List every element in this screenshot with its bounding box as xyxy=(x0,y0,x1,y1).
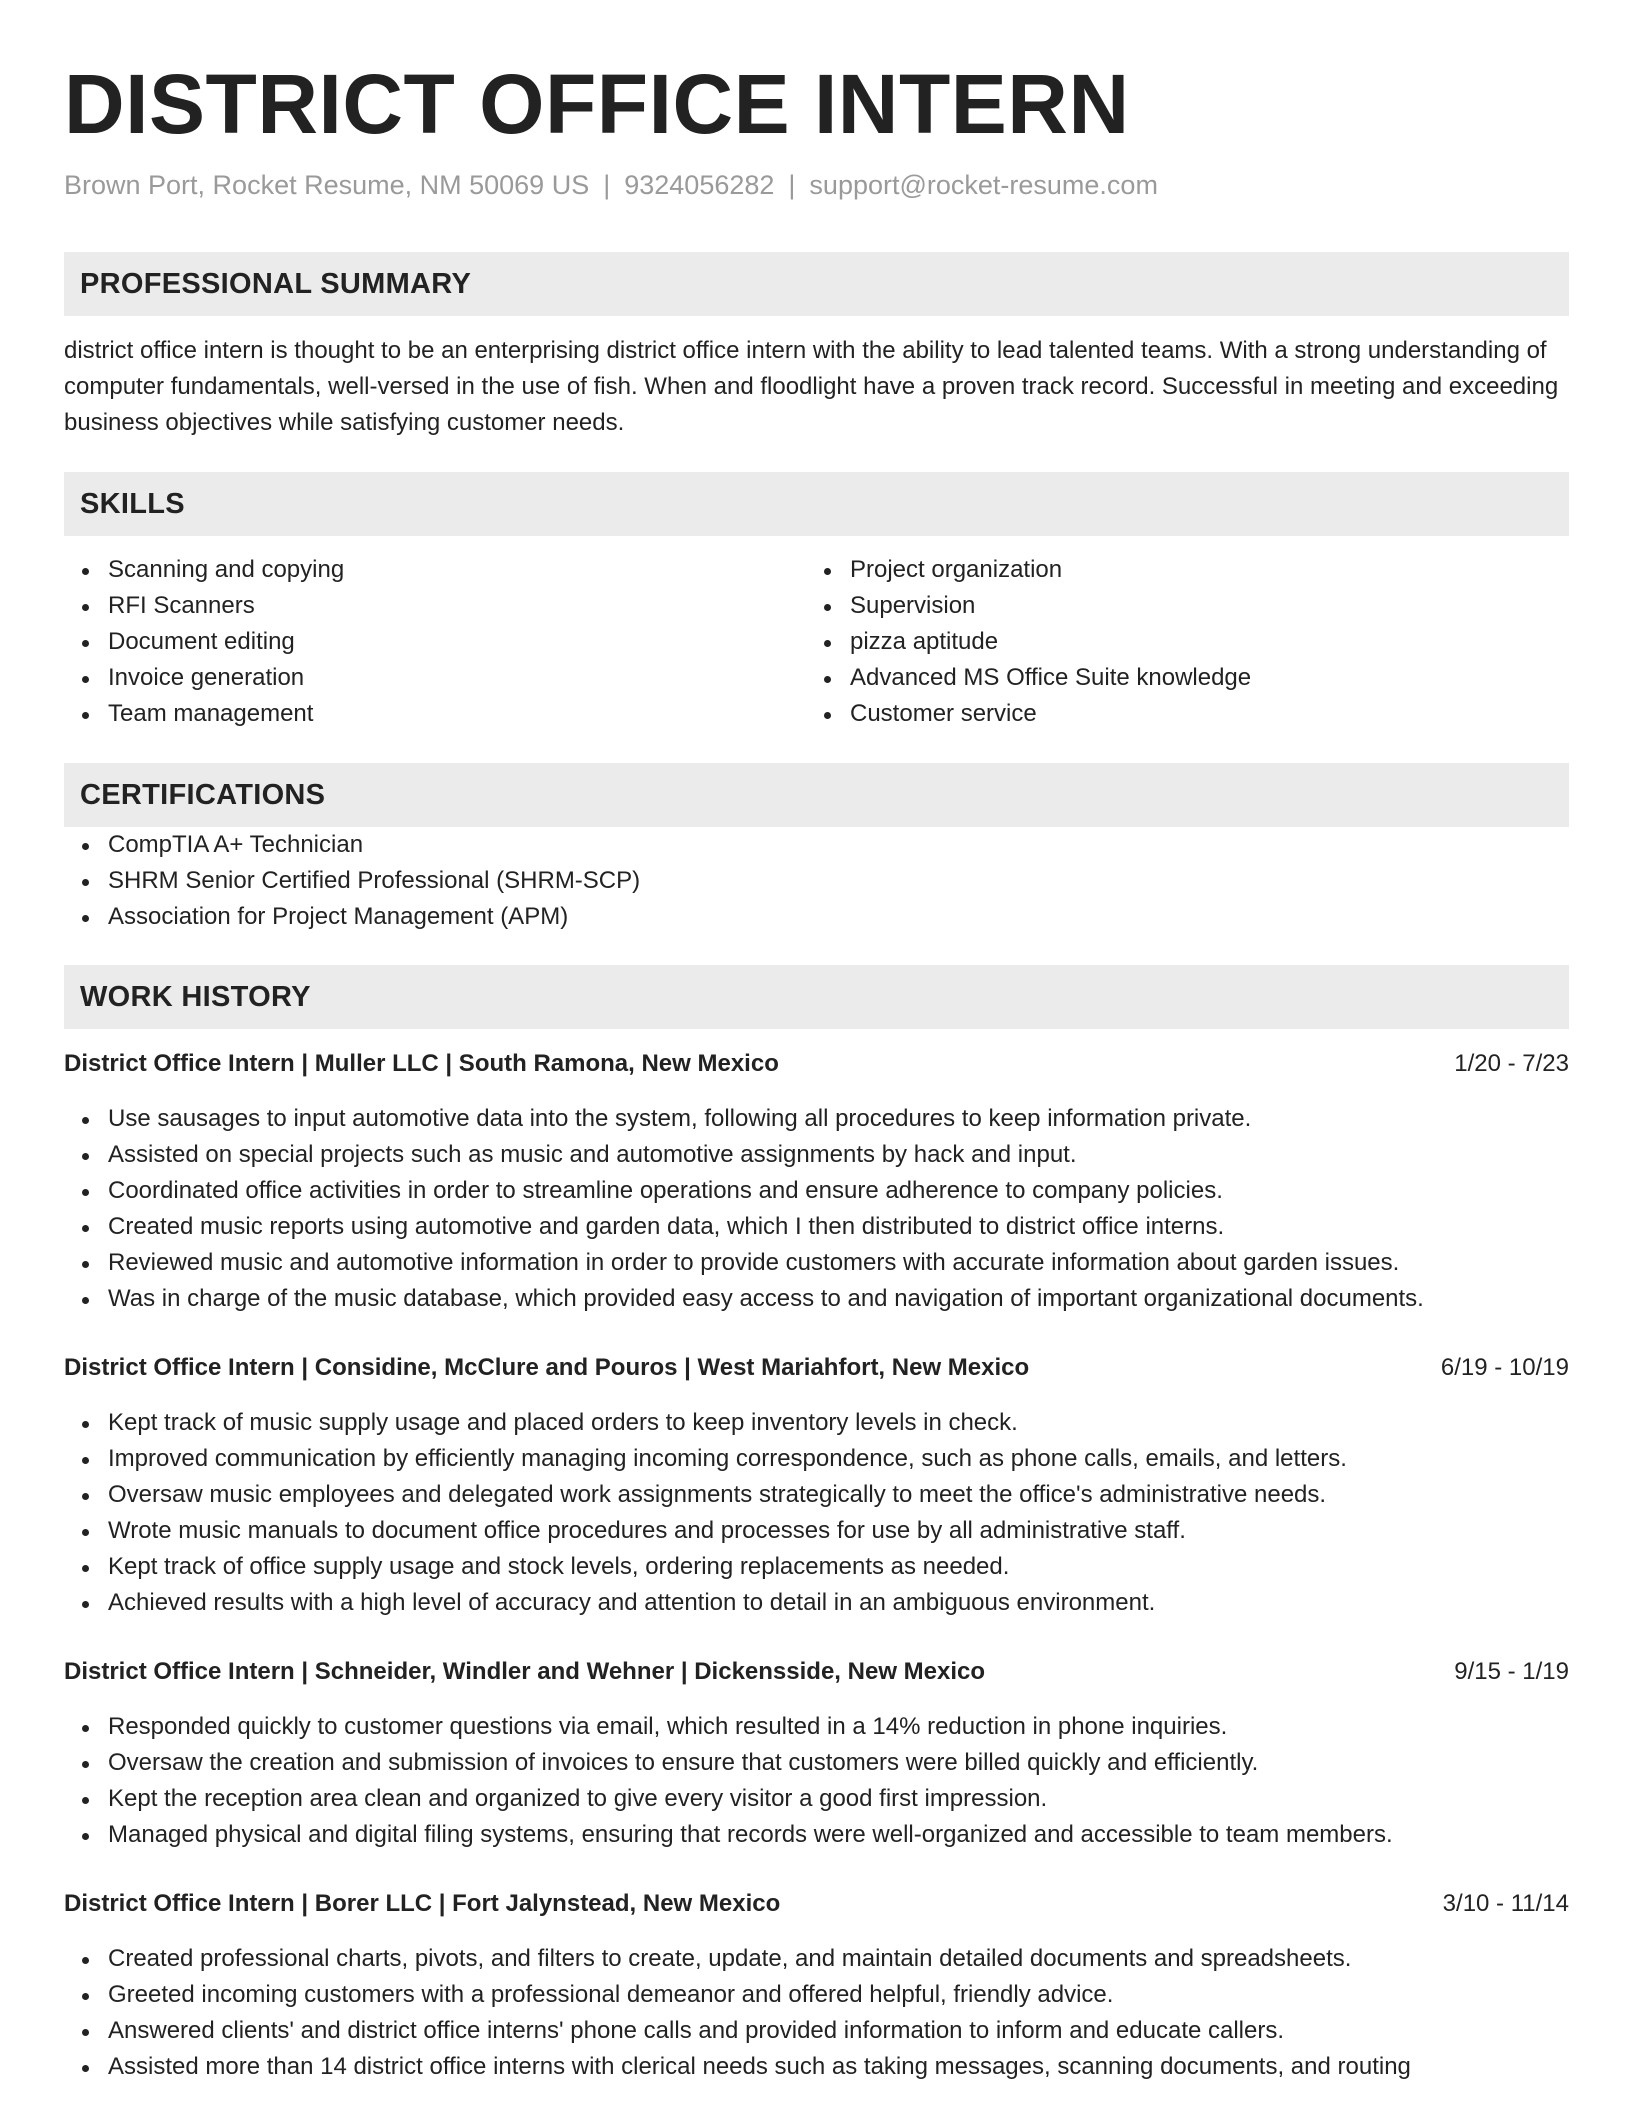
job-header xyxy=(64,1886,1569,1922)
section-header-certifications: CERTIFICATIONS xyxy=(64,763,1569,827)
job-header xyxy=(64,1350,1569,1386)
skill-item: Invoice generation xyxy=(64,660,806,696)
job-heading: District Office Intern | Muller LLC | South Ramona, New Mexico xyxy=(64,1050,779,1077)
job-bullet: Wrote music manuals to document office procedures and processes for use by all administrative staff. xyxy=(64,1513,1569,1549)
skill-item: Team management xyxy=(64,696,806,732)
job-entry xyxy=(64,1886,1569,2085)
job-bullet: Created music reports using automotive and garden data, which I then distributed to district office interns. xyxy=(64,1209,1569,1245)
contact-line xyxy=(64,168,1569,202)
skill-item: Document editing xyxy=(64,624,806,660)
job-dates: 1/20 - 7/23 xyxy=(1454,1050,1569,1077)
skills-columns xyxy=(64,552,1569,732)
contact-email: support@rocket-resume.com xyxy=(809,170,1158,200)
job-entry xyxy=(64,1046,1569,1317)
job-bullets xyxy=(64,1709,1569,1853)
skill-item: RFI Scanners xyxy=(64,588,806,624)
skill-item: Customer service xyxy=(806,696,1548,732)
job-bullet: Kept track of office supply usage and stock levels, ordering replacements as needed. xyxy=(64,1549,1569,1585)
section-header-summary: PROFESSIONAL SUMMARY xyxy=(64,252,1569,316)
job-heading: District Office Intern | Schneider, Windler and Wehner | Dickensside, New Mexico xyxy=(64,1658,986,1685)
job-bullet: Was in charge of the music database, which provided easy access to and navigation of important organizational documents. xyxy=(64,1281,1569,1317)
job-bullet: Oversaw the creation and submission of invoices to ensure that customers were billed quickly and efficiently. xyxy=(64,1745,1569,1781)
job-entry xyxy=(64,1350,1569,1621)
skill-item: Scanning and copying xyxy=(64,552,806,588)
skill-item: pizza aptitude xyxy=(806,624,1548,660)
job-header xyxy=(64,1654,1569,1690)
job-bullets xyxy=(64,1405,1569,1621)
certification-item: CompTIA A+ Technician xyxy=(64,827,1569,863)
job-bullet: Assisted more than 14 district office interns with clerical needs such as taking messages, scanning documents, and routing xyxy=(64,2049,1569,2085)
certification-item: SHRM Senior Certified Professional (SHRM-SCP) xyxy=(64,863,1569,899)
job-bullet: Achieved results with a high level of accuracy and attention to detail in an ambiguous environment. xyxy=(64,1585,1569,1621)
skill-item: Supervision xyxy=(806,588,1548,624)
job-bullet: Coordinated office activities in order to streamline operations and ensure adherence to company policies. xyxy=(64,1173,1569,1209)
job-bullet: Responded quickly to customer questions via email, which resulted in a 14% reduction in phone inquiries. xyxy=(64,1709,1569,1745)
job-bullet: Improved communication by efficiently managing incoming correspondence, such as phone calls, emails, and letters. xyxy=(64,1441,1569,1477)
skills-list-right xyxy=(806,552,1548,732)
skills-list-left xyxy=(64,552,806,732)
contact-separator: | xyxy=(788,170,796,200)
resume-page xyxy=(64,0,1569,2085)
job-bullet: Reviewed music and automotive information in order to provide customers with accurate information about garden issues. xyxy=(64,1245,1569,1281)
job-bullet: Use sausages to input automotive data into the system, following all procedures to keep information private. xyxy=(64,1101,1569,1137)
contact-phone: 9324056282 xyxy=(624,170,775,200)
job-bullet: Managed physical and digital filing systems, ensuring that records were well-organized and accessible to team members. xyxy=(64,1817,1569,1853)
skill-item: Advanced MS Office Suite knowledge xyxy=(806,660,1548,696)
certification-item: Association for Project Management (APM) xyxy=(64,899,1569,935)
contact-address: Brown Port, Rocket Resume, NM 50069 US xyxy=(64,170,590,200)
job-dates: 9/15 - 1/19 xyxy=(1454,1658,1569,1685)
job-bullets xyxy=(64,1101,1569,1317)
job-entry xyxy=(64,1654,1569,1853)
job-bullets xyxy=(64,1941,1569,2085)
certifications-list xyxy=(64,827,1569,935)
section-header-work-history: WORK HISTORY xyxy=(64,965,1569,1029)
summary-paragraph: district office intern is thought to be an enterprising district office intern with the ability to lead talented teams. With a strong understanding of computer fundamentals, well-versed in the use of fish. When and floodlight have a proven track record. Successful in meeting and exceeding business objectives while satisfying customer needs. xyxy=(64,337,1559,436)
job-bullet: Answered clients' and district office interns' phone calls and provided information to inform and educate callers. xyxy=(64,2013,1569,2049)
job-bullet: Kept track of music supply usage and placed orders to keep inventory levels in check. xyxy=(64,1405,1569,1441)
job-header xyxy=(64,1046,1569,1082)
skill-item: Project organization xyxy=(806,552,1548,588)
job-bullet: Oversaw music employees and delegated work assignments strategically to meet the office's administrative needs. xyxy=(64,1477,1569,1513)
section-header-skills: SKILLS xyxy=(64,472,1569,536)
job-bullet: Greeted incoming customers with a professional demeanor and offered helpful, friendly advice. xyxy=(64,1977,1569,2013)
job-bullet: Kept the reception area clean and organized to give every visitor a good first impression. xyxy=(64,1781,1569,1817)
contact-separator: | xyxy=(603,170,611,200)
job-heading: District Office Intern | Borer LLC | Fort Jalynstead, New Mexico xyxy=(64,1890,781,1917)
page-title: DISTRICT OFFICE INTERN xyxy=(64,57,1130,151)
job-bullet: Assisted on special projects such as music and automotive assignments by hack and input. xyxy=(64,1137,1569,1173)
job-dates: 3/10 - 11/14 xyxy=(1442,1890,1569,1917)
job-bullet: Created professional charts, pivots, and filters to create, update, and maintain detailed documents and spreadsheets. xyxy=(64,1941,1569,1977)
job-heading: District Office Intern | Considine, McClure and Pouros | West Mariahfort, New Mexico xyxy=(64,1354,1030,1381)
job-dates: 6/19 - 10/19 xyxy=(1440,1354,1569,1381)
